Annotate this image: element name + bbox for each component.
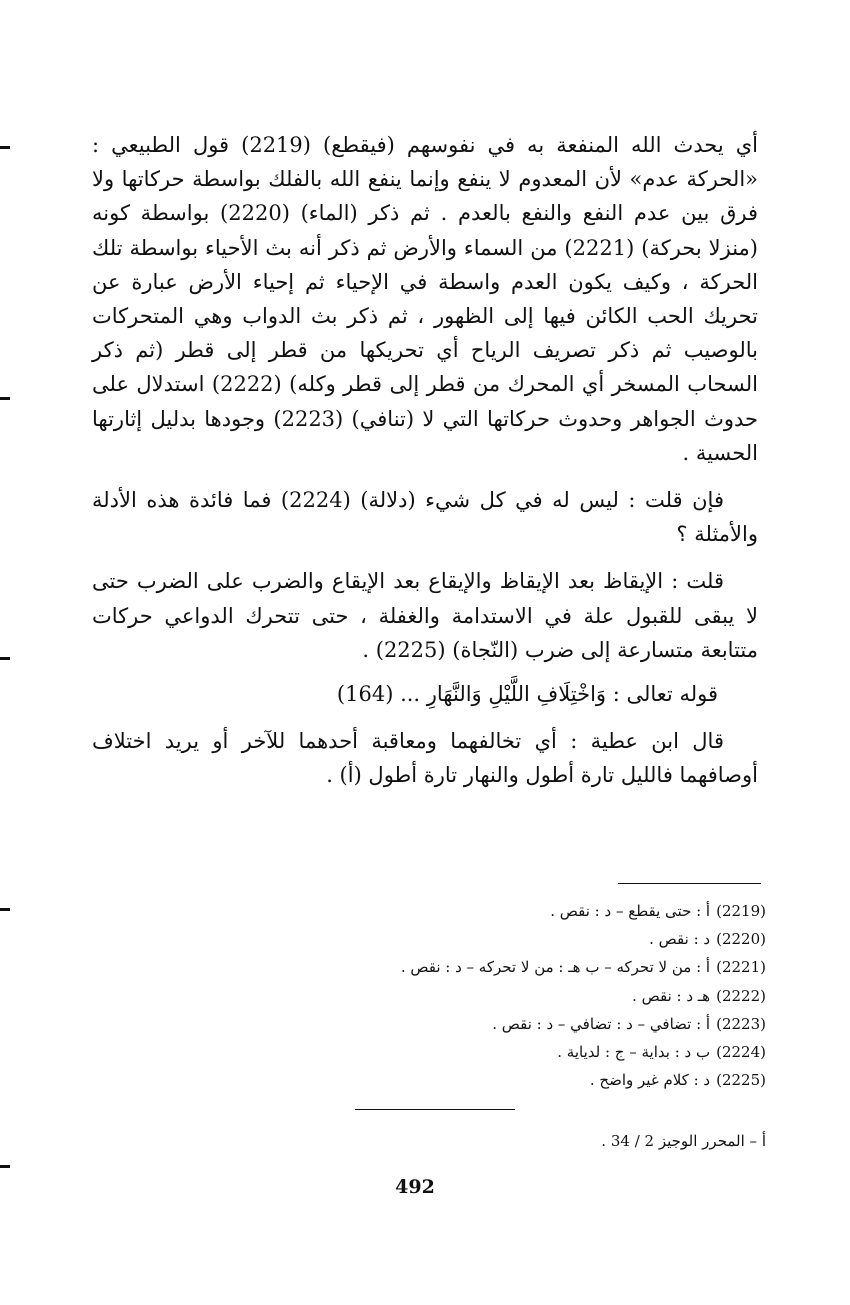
footnote-number: (2223) — [716, 1014, 766, 1033]
footnote-item — [200, 1038, 766, 1066]
footnote-text: ب د : بداية – ج : لدياية . — [557, 1043, 711, 1062]
paragraph-answer: قلت : الإيقاظ بعد الإيقاظ والإيقاع بعد الإيقاع والضرب على الضرب حتى لا يبقى للقبول علة في الاستدامة والغفلة ، حتى تتحرك الدواعي حركات متتابعة متسارعة إلى ضرب (النّجاة) (2225) . — [92, 569, 758, 662]
margin-mark — [0, 1165, 10, 1168]
footnote-item — [200, 925, 766, 953]
footnote-text: أ : حتى يقطع – د : نقص . — [550, 902, 711, 920]
source-note: أ – المحرر الوجيز 2 / 34 . — [601, 1132, 766, 1150]
footnotes-list — [200, 897, 766, 1094]
footnote-text: هـ د : نقص . — [632, 986, 711, 1005]
source-separator — [355, 1109, 515, 1110]
paragraph-ibn-atiyya: قال ابن عطية : أي تخالفهما ومعاقبة أحدهما للآخر أو يريد اختلاف أوصافهما فالليل تارة أطول والنهار تارة أطول (أ) . — [92, 729, 758, 788]
footnote-item — [200, 1066, 766, 1094]
footnote-item — [200, 897, 766, 925]
margin-mark — [0, 397, 10, 400]
page-number: 492 — [395, 1176, 435, 1198]
footnote-number: (2225) — [716, 1071, 766, 1090]
footnote-item — [200, 953, 766, 981]
main-text — [92, 128, 758, 793]
footnote-text: د : كلام غير واضح . — [589, 1071, 711, 1090]
footnote-text: د : نقص . — [649, 930, 711, 949]
footnote-number: (2219) — [716, 902, 766, 920]
paragraph-commentary: أي يحدث الله المنفعة به في نفوسهم (فيقطع) (2219) قول الطبيعي : «الحركة عدم» لأن المعدوم لا ينفع وإنما ينفع الله بالفلك بواسطة حركاتها ولا فرق بين عدم النفع والنفع بالعدم . ثم ذكر (الماء) (2220) بواسطة كونه (منزلا بحركة) (2221) من السماء والأرض ثم ذكر أنه بث الأحياء بواسطة تلك الحركة ، وكيف يكون العدم واسطة في الإحياء ثم إحياء الأرض عبارة عن تحريك الحب الكائن فيها إلى الظهور ، ثم ذكر بث الدواب وهي المتحركات بالوصيب ثم ذكر تصريف الرياح أي تحريكها من قطر إلى قطر (ثم ذكر السحاب المسخر أي المحرك من قطر إلى قطر وكله) (2222) استدلال على حدوث الجواهر وحدوث حركاتها التي لا (تنافي) (2223) وجودها بدليل إثارتها الحسية . — [92, 133, 759, 465]
footnote-item — [200, 982, 766, 1010]
margin-mark — [0, 908, 10, 911]
margin-mark — [0, 657, 10, 660]
margin-mark — [0, 146, 10, 149]
footnote-item — [200, 1010, 766, 1038]
footnote-separator — [618, 883, 761, 884]
footnote-text: أ : تضافي – د : تضافي – د : نقص . — [492, 1014, 711, 1033]
footnote-text: أ : من لا تحركه – ب هـ : من لا تحركه – د : نقص . — [400, 958, 711, 977]
footnote-number: (2224) — [716, 1043, 766, 1062]
paragraph-verse: قوله تعالى : وَاخْتِلَافِ اللَّيْلِ وَالنَّهَارِ ... (164) — [336, 682, 718, 707]
paragraph-question: فإن قلت : ليس له في كل شيء (دلالة) (2224) فما فائدة هذه الأدلة والأمثلة ؟ — [92, 488, 758, 547]
footnote-number: (2220) — [716, 930, 766, 949]
footnote-number: (2222) — [716, 986, 766, 1005]
footnote-number: (2221) — [716, 958, 766, 977]
